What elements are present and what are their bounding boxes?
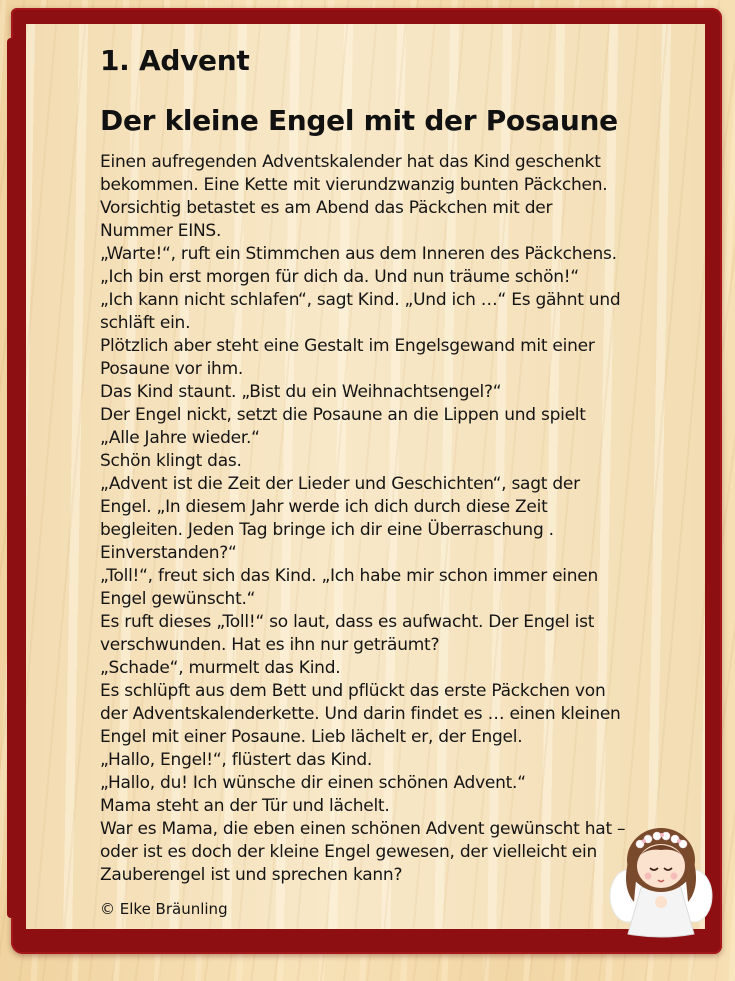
angel-icon bbox=[606, 818, 716, 938]
story-line: „Ich bin erst morgen für dich da. Und nun träume schön!“ bbox=[100, 267, 579, 287]
advent-title: 1. Advent bbox=[100, 44, 250, 77]
story-line: Posaune vor ihm. bbox=[100, 359, 244, 379]
story-line: der Adventskalenderkette. Und darin findet es … einen kleinen bbox=[100, 704, 621, 724]
story-line: Einverstanden?“ bbox=[100, 543, 237, 563]
story-line: „Ich kann nicht schlafen“, sagt Kind. „Und ich …“ Es gähnt und bbox=[100, 290, 621, 310]
story-line: War es Mama, die eben einen schönen Advent gewünscht hat – bbox=[100, 819, 626, 839]
story-line: „Hallo, Engel!“, flüstert das Kind. bbox=[100, 750, 373, 770]
story-text bbox=[100, 151, 660, 887]
story-line: Zauberengel ist und sprechen kann? bbox=[100, 865, 403, 885]
author-credit: © Elke Bräunling bbox=[100, 900, 228, 918]
story-line: „Advent ist die Zeit der Lieder und Geschichten“, sagt der bbox=[100, 474, 580, 494]
story-line: Engel. „In diesem Jahr werde ich dich durch diese Zeit bbox=[100, 497, 548, 517]
story-line: Das Kind staunt. „Bist du ein Weihnachtsengel?“ bbox=[100, 382, 502, 402]
story-line: „Toll!“, freut sich das Kind. „Ich habe mir schon immer einen bbox=[100, 566, 599, 586]
story-line: „Hallo, du! Ich wünsche dir einen schönen Advent.“ bbox=[100, 773, 526, 793]
story-line: Schön klingt das. bbox=[100, 451, 242, 471]
story-line: oder ist es doch der kleine Engel gewesen, der vielleicht ein bbox=[100, 842, 597, 862]
story-line: bekommen. Eine Kette mit vierundzwanzig bunten Päckchen. bbox=[100, 175, 608, 195]
story-line: Der Engel nickt, setzt die Posaune an die Lippen und spielt bbox=[100, 405, 586, 425]
story-line: Engel gewünscht.“ bbox=[100, 589, 256, 609]
story-line: Es schlüpft aus dem Bett und pflückt das erste Päckchen von bbox=[100, 681, 606, 701]
story-line: „Warte!“, ruft ein Stimmchen aus dem Inneren des Päckchens. bbox=[100, 244, 617, 264]
story-line: begleiten. Jeden Tag bringe ich dir eine Überraschung . bbox=[100, 520, 554, 540]
story-line: Engel mit einer Posaune. Lieb lächelt er, der Engel. bbox=[100, 727, 523, 747]
story-line: verschwunden. Hat es ihn nur geträumt? bbox=[100, 635, 440, 655]
story-title: Der kleine Engel mit der Posaune bbox=[100, 104, 618, 137]
story-line: Einen aufregenden Adventskalender hat das Kind geschenkt bbox=[100, 152, 601, 172]
story-line: „Schade“, murmelt das Kind. bbox=[100, 658, 341, 678]
story-line: „Alle Jahre wieder.“ bbox=[100, 428, 260, 448]
story-line: Nummer EINS. bbox=[100, 221, 222, 241]
story-line: Es ruft dieses „Toll!“ so laut, dass es aufwacht. Der Engel ist bbox=[100, 612, 595, 632]
story-line: Plötzlich aber steht eine Gestalt im Engelsgewand mit einer bbox=[100, 336, 595, 356]
story-line: Mama steht an der Tür und lächelt. bbox=[100, 796, 390, 816]
story-line: Vorsichtig betastet es am Abend das Päckchen mit der bbox=[100, 198, 553, 218]
story-line: schläft ein. bbox=[100, 313, 191, 333]
